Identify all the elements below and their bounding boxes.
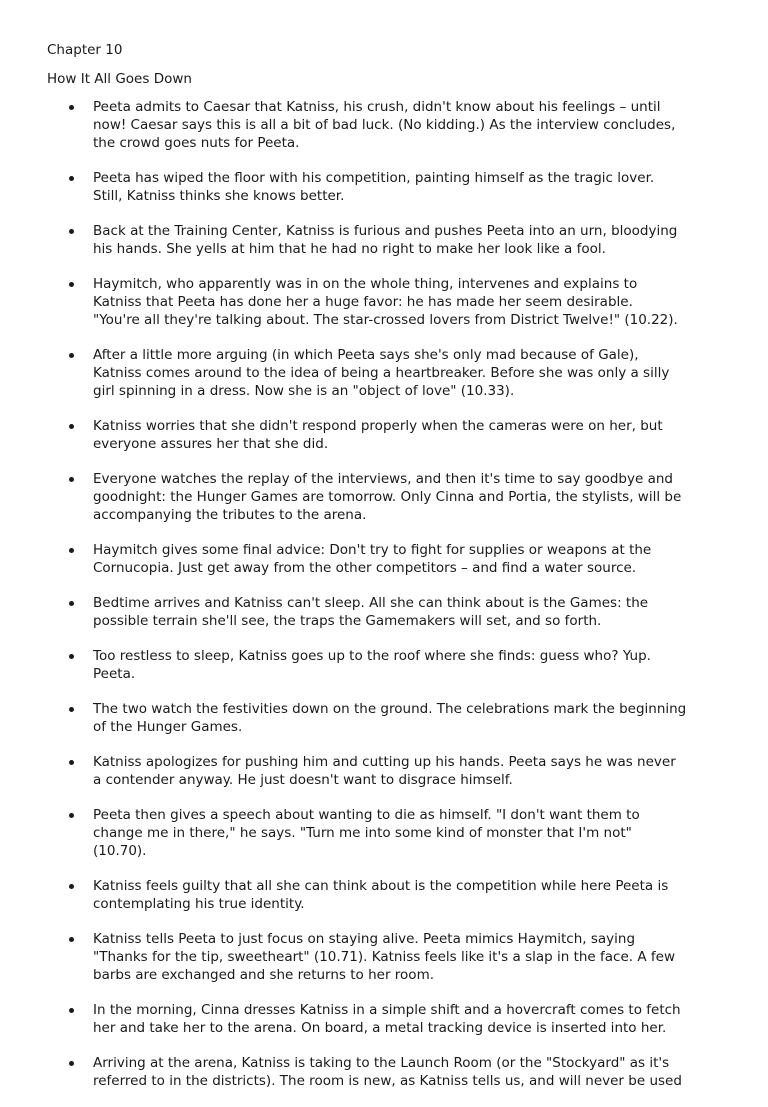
- bullet-dot-icon: [69, 601, 74, 606]
- bullet-item: [0, 470, 733, 524]
- bullet-text-line: referred to in the districts). The room is new, as Katniss tells us, and will never be used: [93, 1073, 682, 1089]
- bullet-item: [0, 594, 733, 630]
- bullet-dot-icon: [69, 105, 74, 110]
- bullet-text-line: Cornucopia. Just get away from the other competitors – and find a water source.: [93, 560, 637, 576]
- bullet-text-line: "You're all they're talking about. The star-crossed lovers from District Twelve!" (10.22).: [93, 312, 678, 328]
- bullet-item: [0, 417, 733, 453]
- bullet-dot-icon: [69, 353, 74, 358]
- bullet-dot-icon: [69, 477, 74, 482]
- bullet-text-line: Still, Katniss thinks she knows better.: [93, 188, 345, 204]
- bullet-text-line: Peeta.: [93, 666, 136, 682]
- bullet-text-line: "Thanks for the tip, sweetheart" (10.71). Katniss feels like it's a slap in the face. A few: [93, 949, 675, 965]
- bullet-list: [0, 98, 768, 1107]
- bullet-dot-icon: [69, 884, 74, 889]
- bullet-text-line: Haymitch, who apparently was in on the whole thing, intervenes and explains to: [93, 276, 638, 292]
- bullet-text-line: change me in there," he says. "Turn me into some kind of monster that I'm not": [93, 825, 632, 841]
- bullet-text-line: now! Caesar says this is all a bit of bad luck. (No kidding.) As the interview concludes,: [93, 117, 676, 133]
- bullet-item: [0, 346, 733, 400]
- bullet-text-line: contemplating his true identity.: [93, 896, 305, 912]
- bullet-dot-icon: [69, 424, 74, 429]
- bullet-text-line: the crowd goes nuts for Peeta.: [93, 135, 300, 151]
- bullet-dot-icon: [69, 937, 74, 942]
- bullet-item: [0, 647, 733, 683]
- bullet-text-line: barbs are exchanged and she returns to her room.: [93, 967, 435, 983]
- bullet-item: [0, 753, 733, 789]
- bullet-item: [0, 806, 733, 860]
- bullet-item: [0, 222, 733, 258]
- bullet-text-line: her and take her to the arena. On board, a metal tracking device is inserted into her.: [93, 1020, 667, 1036]
- bullet-dot-icon: [69, 707, 74, 712]
- section-heading: How It All Goes Down: [47, 71, 192, 87]
- bullet-text-line: Too restless to sleep, Katniss goes up to the roof where she finds: guess who? Yup.: [93, 648, 651, 664]
- bullet-item: [0, 275, 733, 329]
- bullet-text-line: In the morning, Cinna dresses Katniss in a simple shift and a hovercraft comes to fetch: [93, 1002, 681, 1018]
- bullet-text-line: Back at the Training Center, Katniss is furious and pushes Peeta into an urn, bloodying: [93, 223, 678, 239]
- bullet-dot-icon: [69, 548, 74, 553]
- bullet-dot-icon: [69, 654, 74, 659]
- bullet-text-line: Peeta then gives a speech about wanting to die as himself. "I don't want them to: [93, 807, 640, 823]
- bullet-text-line: Bedtime arrives and Katniss can't sleep. All she can think about is the Games: the: [93, 595, 649, 611]
- bullet-text-line: everyone assures her that she did.: [93, 436, 329, 452]
- bullet-text-line: possible terrain she'll see, the traps the Gamemakers will set, and so forth.: [93, 613, 602, 629]
- bullet-dot-icon: [69, 760, 74, 765]
- bullet-item: [0, 1054, 733, 1090]
- bullet-text-line: After a little more arguing (in which Peeta says she's only mad because of Gale),: [93, 347, 639, 363]
- bullet-item: [0, 169, 733, 205]
- bullet-item: [0, 930, 733, 984]
- bullet-text-line: The two watch the festivities down on the ground. The celebrations mark the beginning: [93, 701, 687, 717]
- bullet-text-line: (10.70).: [93, 843, 147, 859]
- bullet-text-line: accompanying the tributes to the arena.: [93, 507, 367, 523]
- bullet-text-line: a contender anyway. He just doesn't want to disgrace himself.: [93, 772, 513, 788]
- bullet-dot-icon: [69, 813, 74, 818]
- bullet-text-line: Katniss feels guilty that all she can think about is the competition while here Peeta is: [93, 878, 669, 894]
- bullet-text-line: Katniss worries that she didn't respond properly when the cameras were on her, but: [93, 418, 663, 434]
- bullet-text-line: of the Hunger Games.: [93, 719, 243, 735]
- bullet-text-line: Katniss tells Peeta to just focus on staying alive. Peeta mimics Haymitch, saying: [93, 931, 636, 947]
- bullet-item: [0, 1001, 733, 1037]
- bullet-dot-icon: [69, 229, 74, 234]
- bullet-item: [0, 541, 733, 577]
- bullet-text-line: Peeta admits to Caesar that Katniss, his crush, didn't know about his feelings – until: [93, 99, 661, 115]
- bullet-item: [0, 877, 733, 913]
- bullet-text-line: Katniss comes around to the idea of being a heartbreaker. Before she was only a silly: [93, 365, 670, 381]
- bullet-dot-icon: [69, 282, 74, 287]
- bullet-text-line: Everyone watches the replay of the interviews, and then it's time to say goodbye and: [93, 471, 673, 487]
- bullet-text-line: his hands. She yells at him that he had no right to make her look like a fool.: [93, 241, 606, 257]
- bullet-dot-icon: [69, 176, 74, 181]
- bullet-item: [0, 700, 733, 736]
- bullet-text-line: Peeta has wiped the floor with his competition, painting himself as the tragic lover.: [93, 170, 655, 186]
- bullet-text-line: Katniss apologizes for pushing him and cutting up his hands. Peeta says he was never: [93, 754, 676, 770]
- bullet-text-line: Arriving at the arena, Katniss is taking to the Launch Room (or the "Stockyard" as it's: [93, 1055, 670, 1071]
- bullet-text-line: Haymitch gives some final advice: Don't try to fight for supplies or weapons at the: [93, 542, 652, 558]
- bullet-text-line: Katniss that Peeta has done her a huge favor: he has made her seem desirable.: [93, 294, 633, 310]
- bullet-dot-icon: [69, 1061, 74, 1066]
- bullet-item: [0, 98, 733, 152]
- bullet-text-line: goodnight: the Hunger Games are tomorrow. Only Cinna and Portia, the stylists, will be: [93, 489, 682, 505]
- bullet-text-line: girl spinning in a dress. Now she is an "object of love" (10.33).: [93, 383, 515, 399]
- bullet-dot-icon: [69, 1008, 74, 1013]
- chapter-heading: Chapter 10: [47, 42, 123, 58]
